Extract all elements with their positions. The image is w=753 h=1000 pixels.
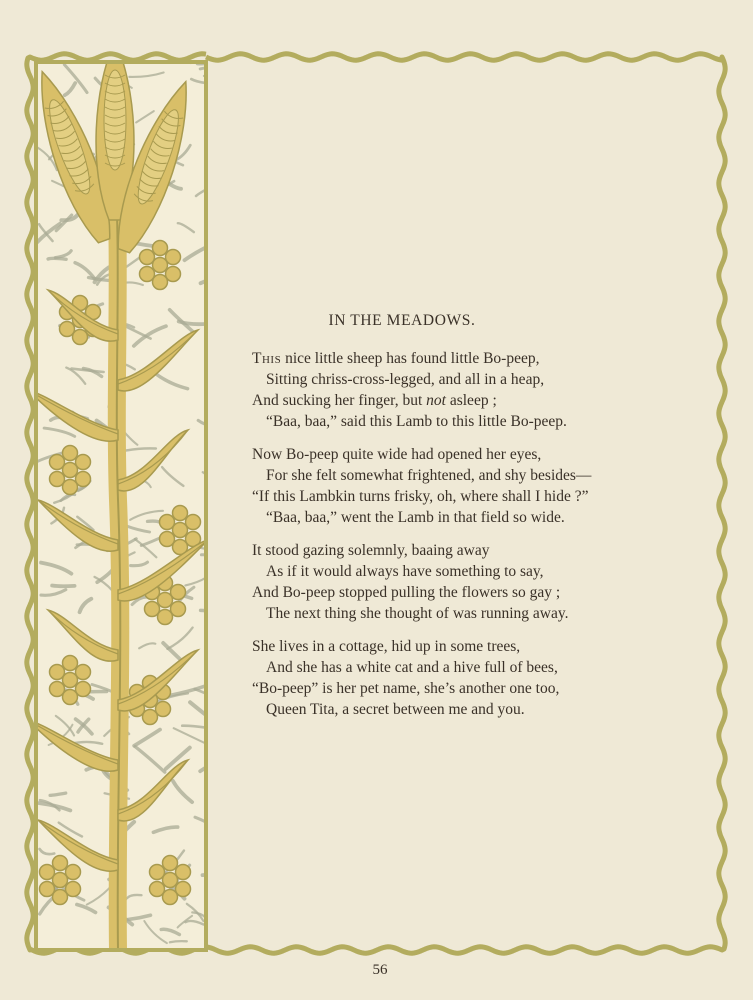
poem-line <box>252 603 672 624</box>
poem-line-text: Queen Tita, a secret between me and you. <box>266 701 525 718</box>
poem-line-text: “Bo-peep” is her pet name, she’s another one too, <box>252 680 560 697</box>
berry <box>76 665 91 680</box>
berry <box>76 455 91 470</box>
poem-line <box>252 699 672 720</box>
poem-line <box>252 486 672 507</box>
berry <box>50 455 65 470</box>
poem-line-text: Now Bo-peep quite wide had opened her eyes, <box>252 446 542 463</box>
page-number: 56 <box>372 962 388 978</box>
poem-line <box>252 678 672 699</box>
berry <box>66 865 81 880</box>
poem-line-text: It stood gazing solemnly, baaing away <box>252 542 490 559</box>
poem-line <box>252 411 672 432</box>
poem-line-text: And she has a white cat and a hive full of bees, <box>266 659 558 676</box>
poem-body <box>252 348 672 732</box>
stanza <box>252 444 672 528</box>
berry <box>153 241 168 256</box>
berry <box>63 690 78 705</box>
stanza <box>252 540 672 624</box>
poem-line <box>252 636 672 657</box>
berry <box>186 515 201 530</box>
poem-line-text: “Baa, baa,” went the Lamb in that field so wide. <box>266 509 565 526</box>
berry <box>163 856 178 871</box>
poem-line-text: Sitting chriss-cross-legged, and all in a heap, <box>266 371 545 388</box>
poem-line <box>252 369 672 390</box>
poem-line <box>252 444 672 465</box>
poem-line-text: As if it would always have something to say, <box>266 563 544 580</box>
poem-line <box>252 540 672 561</box>
berry <box>53 890 68 905</box>
stanza <box>252 348 672 432</box>
berry <box>53 856 68 871</box>
hatch-stroke <box>52 586 75 587</box>
berry <box>158 610 173 625</box>
berry <box>173 506 188 521</box>
poem-line-text: nice little sheep has found little Bo-peep, <box>281 350 540 367</box>
poem-line <box>252 390 672 411</box>
poem-line-text: not <box>426 392 446 409</box>
berry <box>150 865 165 880</box>
berry <box>143 710 158 725</box>
berry <box>163 890 178 905</box>
hatch-stroke <box>170 941 187 942</box>
berry <box>63 480 78 495</box>
berry <box>40 865 55 880</box>
poem-line-text: “If this Lambkin turns frisky, oh, where shall I hide ?” <box>252 488 589 505</box>
berry <box>73 330 88 345</box>
poem-line <box>252 657 672 678</box>
poem-line <box>252 507 672 528</box>
poem-line-text: And Bo-peep stopped pulling the flowers so gay ; <box>252 584 561 601</box>
poem-line <box>252 582 672 603</box>
berry <box>63 656 78 671</box>
poem-line-text: For she felt somewhat frightened, and shy besides— <box>266 467 592 484</box>
poem-line <box>252 348 672 369</box>
berry <box>63 446 78 461</box>
stanza <box>252 636 672 720</box>
berry <box>153 275 168 290</box>
poem-line-text: She lives in a cottage, hid up in some trees, <box>252 638 521 655</box>
berry <box>50 665 65 680</box>
berry <box>176 865 191 880</box>
berry <box>140 250 155 265</box>
poem-line <box>252 465 672 486</box>
poem-line-text: The next thing she thought of was running away. <box>266 605 569 622</box>
poem-title: IN THE MEADOWS. <box>328 312 476 329</box>
poem-line-text: “Baa, baa,” said this Lamb to this little Bo-peep. <box>266 413 567 430</box>
berry <box>160 515 175 530</box>
poem-line-text: This <box>252 350 282 367</box>
berry <box>166 250 181 265</box>
poem-line <box>252 561 672 582</box>
berry <box>171 585 186 600</box>
poem-line-text: And sucking her finger, but <box>252 392 427 409</box>
poem-line-text: asleep ; <box>445 392 497 409</box>
